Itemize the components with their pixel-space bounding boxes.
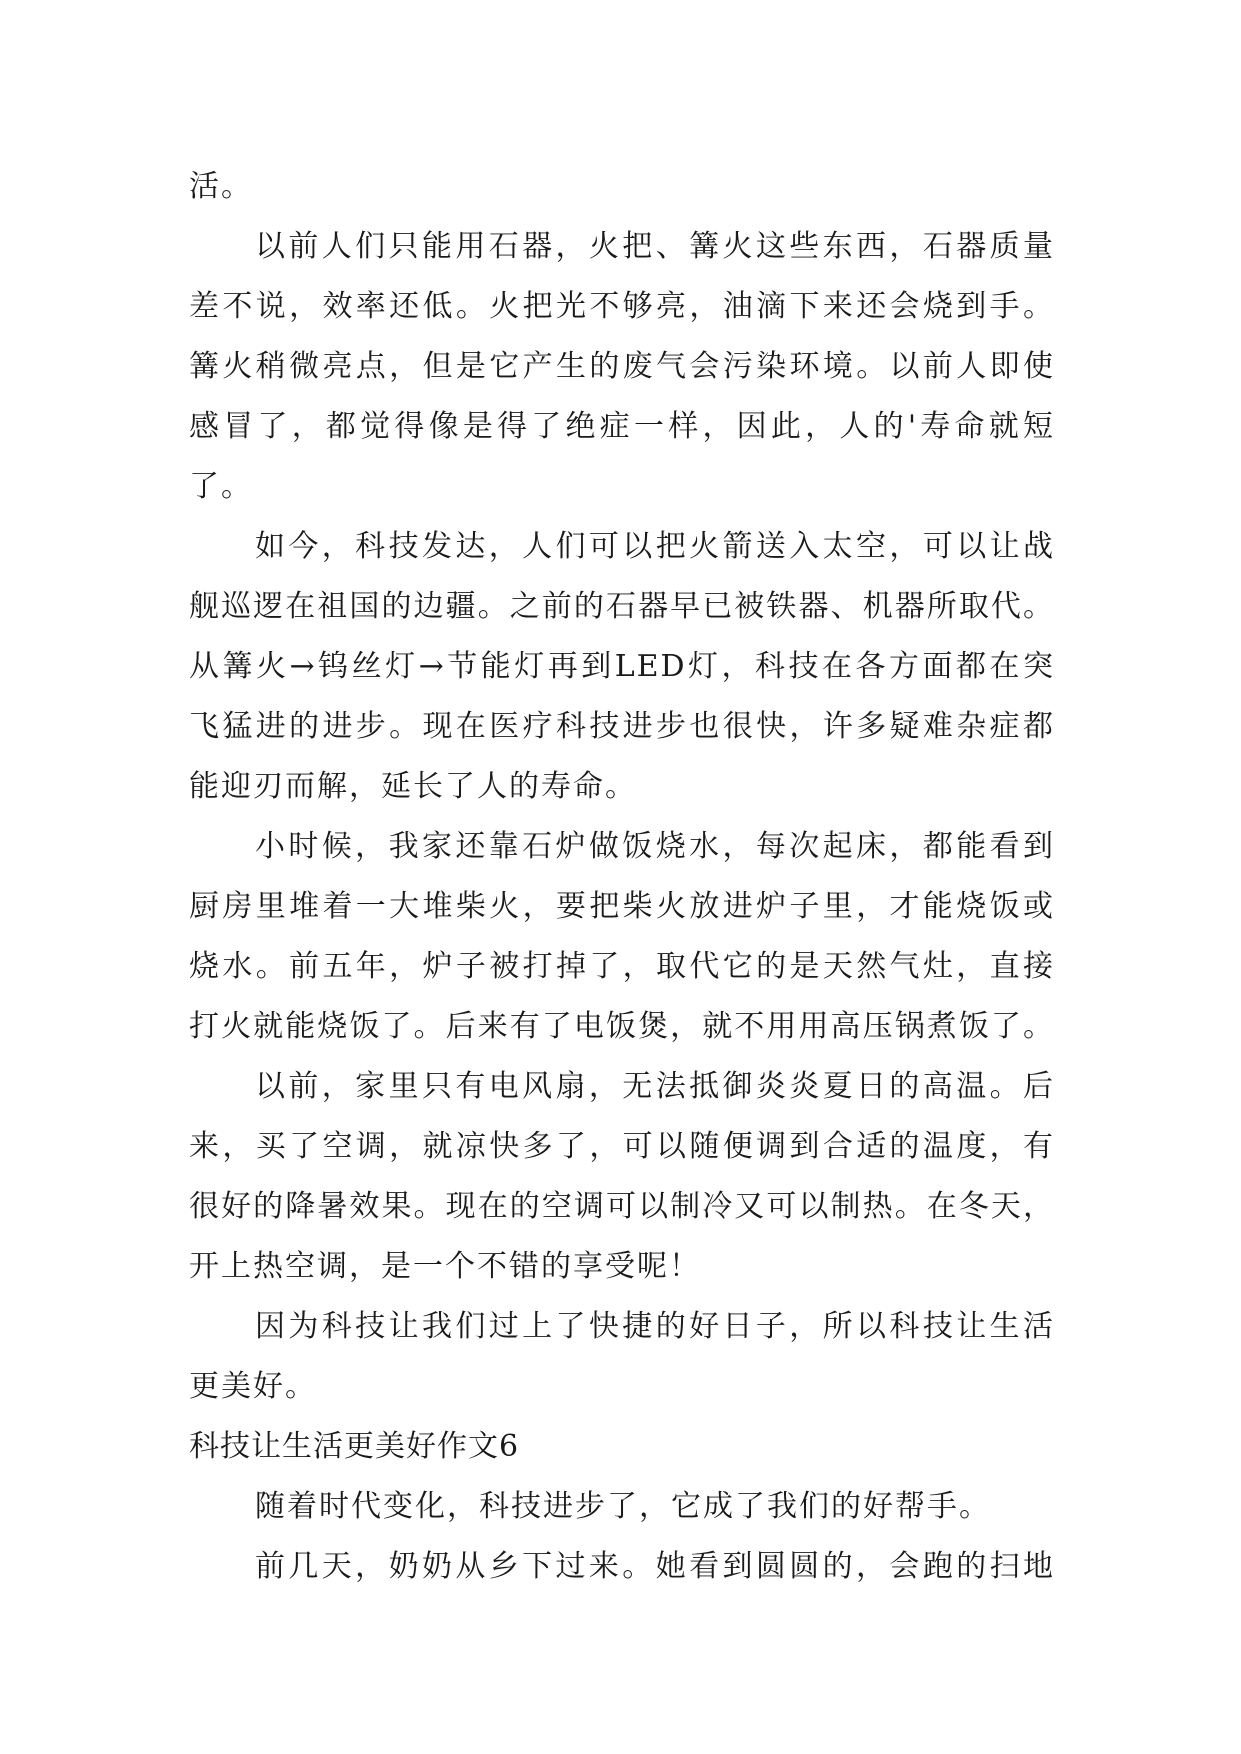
text-line: 打火就能烧饭了。后来有了电饭煲，就不用用高压锅煮饭了。 xyxy=(189,1009,1055,1044)
text-line: 更美好。 xyxy=(189,1369,317,1404)
text-line: 以前人们只能用石器，火把、篝火这些东西，石器质量 xyxy=(255,229,1055,264)
text-line: 飞猛进的进步。现在医疗科技进步也很快，许多疑难杂症都 xyxy=(189,709,1055,744)
text-line: 随着时代变化，科技进步了，它成了我们的好帮手。 xyxy=(255,1489,991,1524)
text-line: 前几天，奶奶从乡下过来。她看到圆圆的，会跑的扫地 xyxy=(255,1549,1055,1584)
text-line: 以前，家里只有电风扇，无法抵御炎炎夏日的高温。后 xyxy=(255,1069,1055,1104)
text-line: 厨房里堆着一大堆柴火，要把柴火放进炉子里，才能烧饭或 xyxy=(189,889,1055,924)
text-line: 差不说，效率还低。火把光不够亮，油滴下来还会烧到手。 xyxy=(189,289,1055,324)
section-heading: 科技让生活更美好作文6 xyxy=(189,1429,520,1464)
text-line: 舰巡逻在祖国的边疆。之前的石器早已被铁器、机器所取代。 xyxy=(189,589,1055,624)
text-line: 能迎刃而解，延长了人的寿命。 xyxy=(189,769,637,804)
text-line: 从篝火→钨丝灯→节能灯再到LED灯，科技在各方面都在突 xyxy=(189,649,1055,684)
text-line: 来，买了空调，就凉快多了，可以随便调到合适的温度，有 xyxy=(189,1129,1055,1164)
text-line: 因为科技让我们过上了快捷的好日子，所以科技让生活 xyxy=(255,1309,1055,1344)
text-line: 活。 xyxy=(189,169,253,204)
text-line: 了。 xyxy=(189,469,253,504)
essay-body xyxy=(189,157,1055,1597)
text-line: 篝火稍微亮点，但是它产生的废气会污染环境。以前人即使 xyxy=(189,349,1055,384)
text-line: 开上热空调，是一个不错的享受呢！ xyxy=(189,1249,701,1284)
text-line: 很好的降暑效果。现在的空调可以制冷又可以制热。在冬天， xyxy=(189,1189,1055,1224)
text-line: 感冒了，都觉得像是得了绝症一样，因此，人的'寿命就短 xyxy=(189,409,1055,444)
text-line: 小时候，我家还靠石炉做饭烧水，每次起床，都能看到 xyxy=(255,829,1055,864)
text-line: 烧水。前五年，炉子被打掉了，取代它的是天然气灶，直接 xyxy=(189,949,1055,984)
text-line: 如今，科技发达，人们可以把火箭送入太空，可以让战 xyxy=(255,529,1055,564)
